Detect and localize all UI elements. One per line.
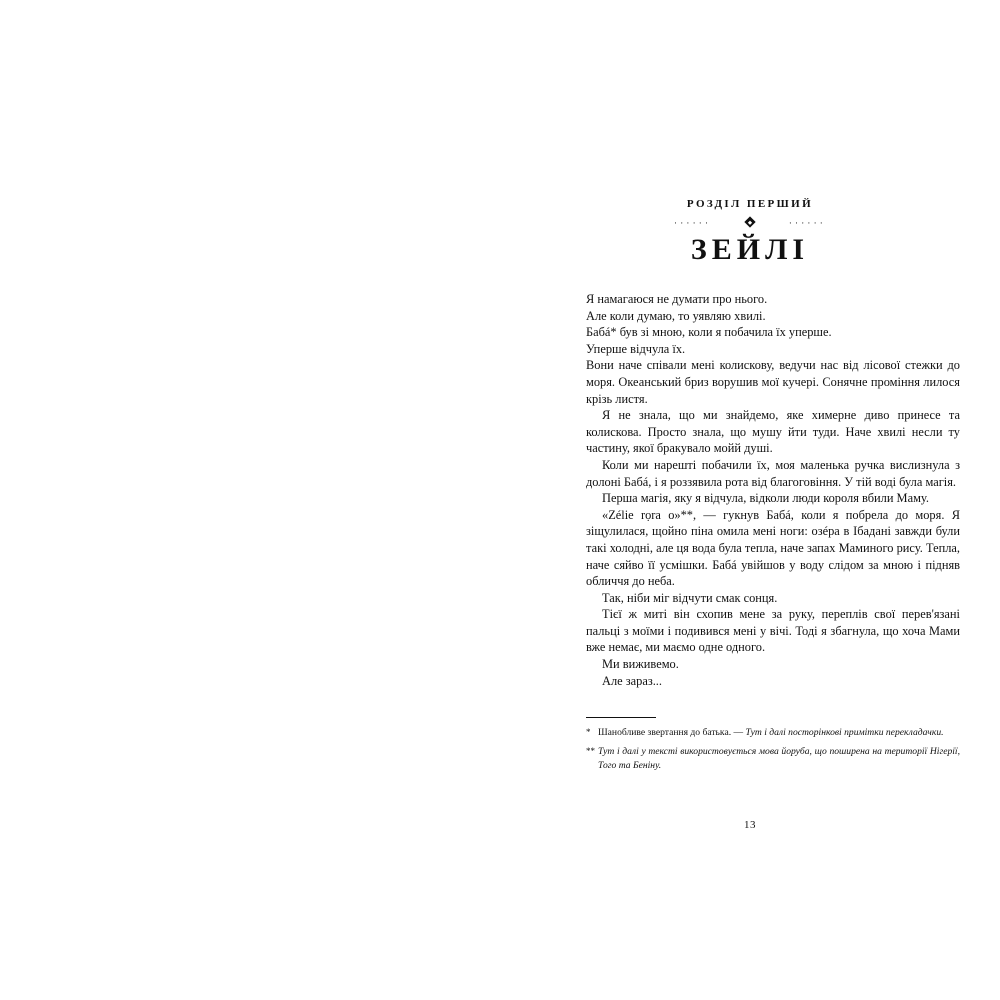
- paragraph: Тієї ж миті він схопив мене за руку, переплів свої перев'язані пальці з моїми і подивився мені у вічі. Тоді я збагнула, що хоча Мами вже немає, ми маємо одне одного.: [586, 607, 960, 655]
- footnote-text: [598, 745, 960, 771]
- footnote-text-italic: Тут і далі посторінкові примітки перекладачки.: [745, 727, 944, 739]
- page-left-blank: [0, 128, 500, 873]
- paragraph: Так, ніби міг відчути смак сонця.: [602, 590, 778, 605]
- paragraph: Я не знала, що ми знайдемо, яке химерне диво принесе та колискова. Просто знала, що мушу йти туди. Наче хвилі несли ту частину, якої бракувало мойй душі.: [586, 408, 960, 456]
- footnote-text: [598, 726, 960, 739]
- ornament-dots-right-icon: ······: [788, 218, 826, 228]
- chapter-title: ЗЕЙЛІ: [690, 233, 810, 266]
- ornament-dots-left-icon: ······: [674, 218, 712, 228]
- footnote-marker: *: [586, 727, 591, 738]
- paragraph: Уперше відчула їх.: [586, 341, 686, 356]
- paragraph: Бабá* був зі мною, коли я побачила їх уперше.: [586, 325, 832, 340]
- paragraph: Вони наче співали мені колискову, ведучи нас від лісової стежки до моря. Океанський бриз ворушив мої кучері. Сонячне проміння лилося крізь листя.: [586, 358, 960, 406]
- body-text: [586, 291, 960, 689]
- footnote-text-plain: Шанобливе звертання до батька. —: [598, 727, 746, 739]
- paragraph: Перша магія, яку я відчула, відколи люди короля вбили Маму.: [602, 491, 929, 506]
- footnote-text-italic: Тут і далі у тексті використовується мова йоруба, що поширена на території Нігерії, Того та Беніну.: [598, 746, 960, 771]
- chapter-header: [500, 198, 1000, 267]
- book-spread: [0, 128, 1000, 873]
- footnote-marker: **: [586, 746, 595, 757]
- paragraph: Але коли думаю, то уявляю хвилі.: [586, 308, 766, 323]
- page-right-content: [500, 128, 1000, 873]
- paragraph: «Zélie rọra o»**, — гукнув Бабá, коли я побрела до моря. Я зіщулилася, щойно піна омила мені ноги: озéра в Ібадані завжди були такі холодні, але ця вода була тепла, наче запах Маминого рису. Тепла, наче сяйво її усмішки. Бабá увійшов у воду слідом за мною і підняв обличчя до неба.: [586, 507, 960, 589]
- paragraph: Але зараз...: [602, 673, 663, 688]
- paragraph: Ми виживемо.: [602, 657, 679, 672]
- footnote-item: [586, 726, 960, 739]
- diamond-icon: [744, 216, 755, 227]
- footnote-separator: [586, 717, 656, 718]
- ornament-divider: [674, 217, 826, 229]
- page-number: 13: [744, 819, 756, 831]
- paragraph: Коли ми нарешті побачили їх, моя маленька ручка вислизнула з долоні Бабá, і я роззявила рота від благоговіння. У тій воді була магія.: [586, 457, 960, 489]
- chapter-label: РОЗДІЛ ПЕРШИЙ: [686, 198, 814, 210]
- paragraph: Я намагаюся не думати про нього.: [586, 292, 768, 306]
- footnote-item: [586, 745, 960, 771]
- footnotes: [586, 726, 960, 772]
